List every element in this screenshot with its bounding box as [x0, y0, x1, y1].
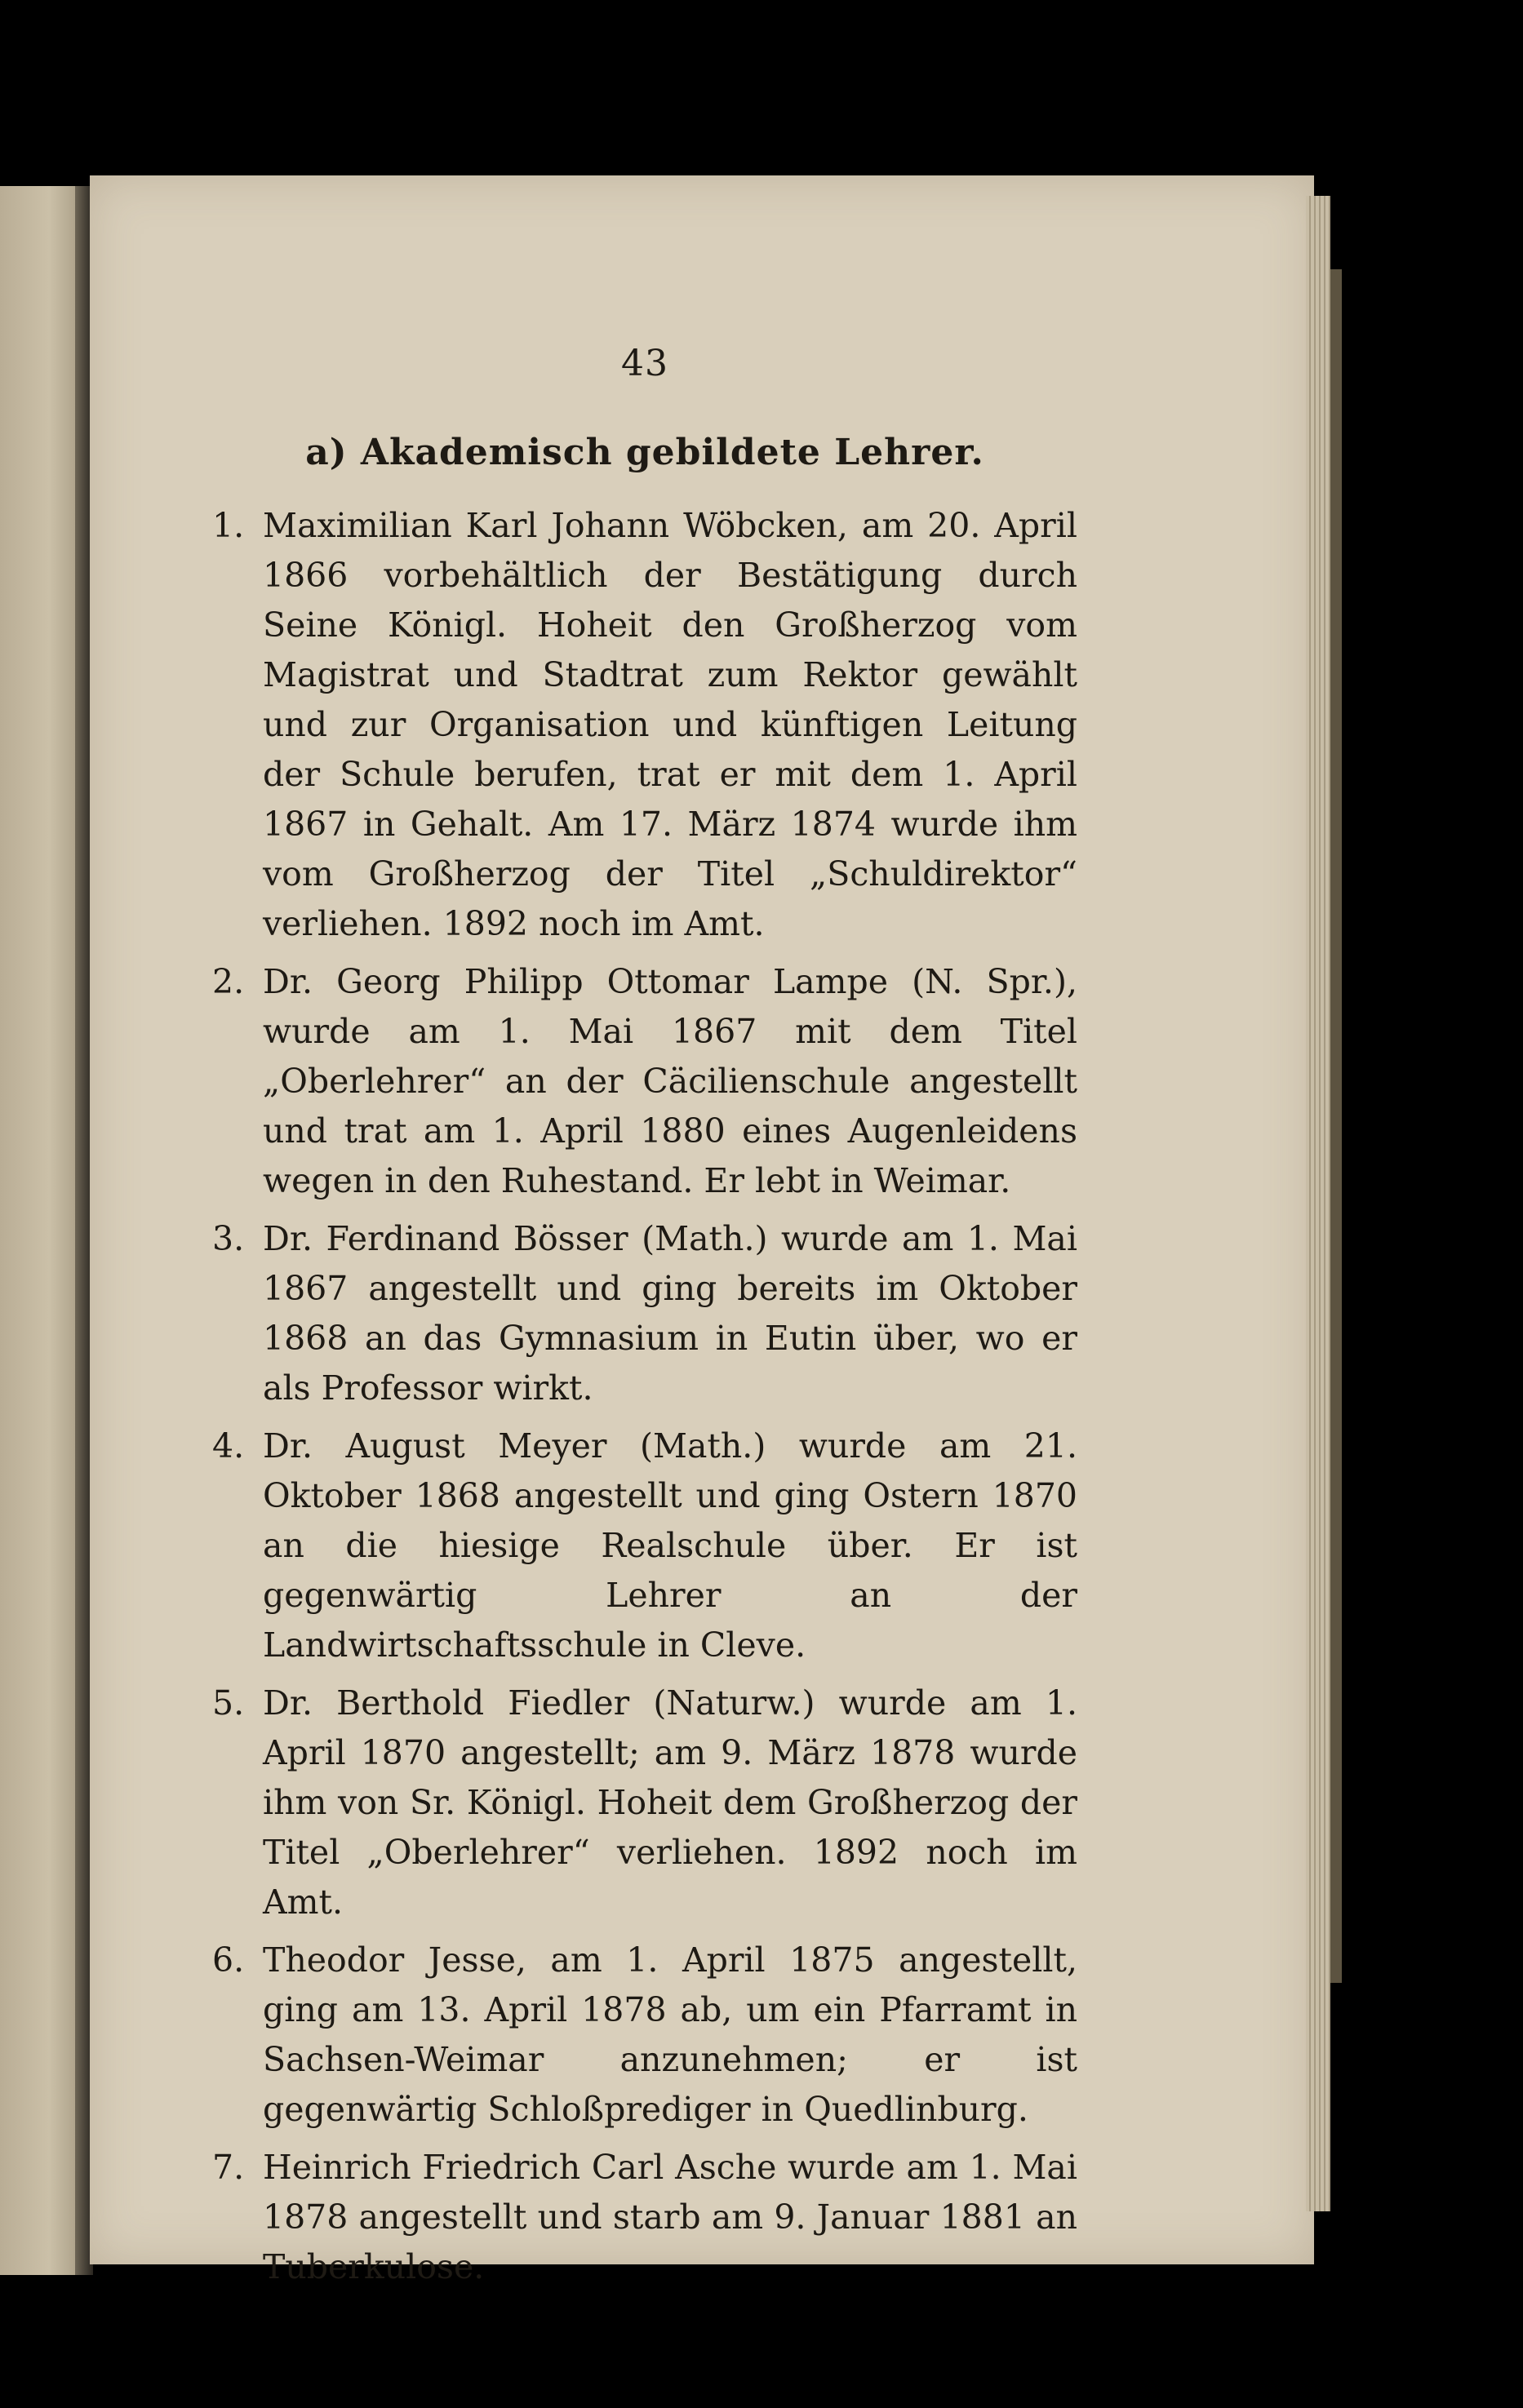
page-stack-edges: [1306, 196, 1330, 2211]
list-item: [212, 2143, 1077, 2292]
page-stack-shadow: [1330, 269, 1342, 1983]
list-item: [212, 1936, 1077, 2135]
entry-number: 2.: [212, 962, 245, 1001]
entry-text: Dr. Ferdinand Bösser (Math.) wurde am 1. Mai 1867 angestellt und ging bereits im Oktober 1868 an das Gymnasium in Eutin über, wo er als Professor wirkt.: [263, 1219, 1077, 1408]
page-text-block: [212, 343, 1077, 2300]
entry-number: 4.: [212, 1426, 245, 1466]
entry-text: Dr. August Meyer (Math.) wurde am 21. Oktober 1868 angestellt und ging Ostern 1870 an die hiesige Realschule über. Er ist gegenwärtig Lehrer an der Landwirtschaftsschule in Cleve.: [263, 1426, 1077, 1665]
entry-text: Maximilian Karl Johann Wöbcken, am 20. April 1866 vorbehältlich der Bestätigung durch Seine Königl. Hoheit den Großherzog vom Magistrat und Stadtrat zum Rektor gewählt und zur Organisation und künftigen Leitung der Schule berufen, trat er mit dem 1. April 1867 in Gehalt. Am 17. März 1874 wurde ihm vom Großherzog der Titel „Schuldirektor“ verliehen. 1892 noch im Amt.: [263, 506, 1077, 943]
entry-text: Dr. Georg Philipp Ottomar Lampe (N. Spr.), wurde am 1. Mai 1867 mit dem Titel „Oberlehrer“ an der Cäcilienschule angestellt und trat am 1. April 1880 eines Augenleidens wegen in den Ruhestand. Er lebt in Weimar.: [263, 962, 1077, 1200]
list-item: [212, 1421, 1077, 1670]
entry-text: Heinrich Friedrich Carl Asche wurde am 1. Mai 1878 angestellt und starb am 9. Januar 1881 an Tuberkulose.: [263, 2148, 1077, 2286]
entry-number: 5.: [212, 1683, 245, 1723]
list-item: [212, 957, 1077, 1206]
page-number: 43: [621, 343, 668, 384]
entry-number: 7.: [212, 2148, 245, 2187]
list-item: [212, 1679, 1077, 1927]
list-item: [212, 1214, 1077, 1413]
entry-number: 1.: [212, 506, 245, 545]
left-page-edge: [0, 186, 82, 2275]
entry-number: 3.: [212, 1219, 245, 1258]
entry-text: Theodor Jesse, am 1. April 1875 angestellt, ging am 13. April 1878 ab, um ein Pfarramt in Sachsen-Weimar anzunehmen; er ist gegenwärtig Schloßprediger in Quedlinburg.: [263, 1940, 1077, 2129]
entry-number: 6.: [212, 1940, 245, 1980]
list-item: [212, 501, 1077, 949]
entry-text: Dr. Berthold Fiedler (Naturw.) wurde am 1. April 1870 angestellt; am 9. März 1878 wurde ihm von Sr. Königl. Hoheit dem Großherzog der Titel „Oberlehrer“ verliehen. 1892 noch im Amt.: [263, 1683, 1077, 1922]
section-heading: a) Akademisch gebildete Lehrer.: [305, 432, 984, 473]
